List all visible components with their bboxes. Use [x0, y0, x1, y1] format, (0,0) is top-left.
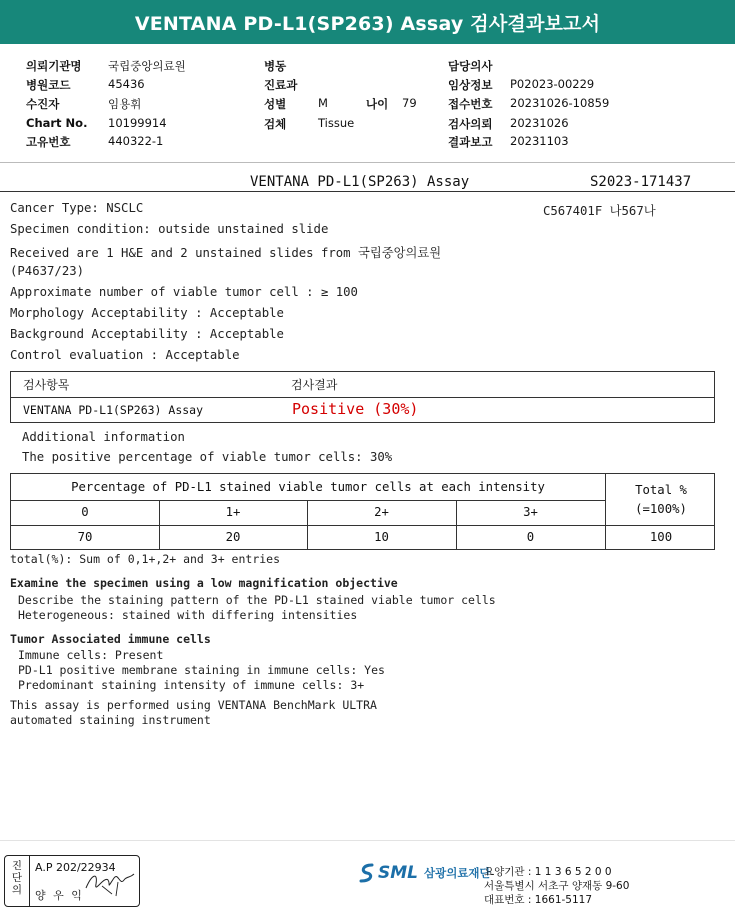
report-line: Approximate number of viable tumor cell : ≥ 100: [10, 285, 358, 299]
report-line: Received are 1 H&E and 2 unstained slides from 국립중앙의료원: [10, 246, 442, 260]
receipt-no-value: 20231026-10859: [510, 96, 610, 110]
facility-address: 서울특별시 서초구 양재동 9-60: [484, 880, 630, 892]
total-value: 100: [649, 530, 673, 544]
examine-title: Examine the specimen using a low magnification objective: [10, 576, 398, 590]
chart-no-value: 10199914: [108, 116, 167, 130]
assay-result: Positive (30%): [292, 400, 419, 418]
sex-value: M: [318, 96, 328, 110]
hospital-code-label: 병원코드: [26, 78, 71, 92]
report-heading-rule: [0, 191, 735, 192]
facility-code: 요양기관 : 1 1 3 6 5 2 0 0: [484, 866, 612, 878]
pathologist-name: 양 우 익: [35, 889, 84, 902]
additional-text: The positive percentage of viable tumor cells: 30%: [22, 450, 393, 464]
age-label: 나이: [366, 97, 389, 111]
intensity-col-1: 1+: [225, 505, 241, 519]
examinee-label: 수진자: [26, 97, 60, 111]
sml-logo: [358, 862, 491, 884]
report-line: Specimen condition: outside unstained slide: [10, 222, 329, 236]
ward-label: 병동: [264, 59, 287, 73]
report-title: VENTANA PD-L1(SP263) Assay 검사결과보고서: [0, 0, 735, 44]
specimen-label: 검체: [264, 117, 287, 131]
request-label: 검사의뢰: [448, 117, 493, 131]
report-date-value: 20231103: [510, 134, 569, 148]
additional-title: Additional information: [22, 430, 185, 444]
intensity-value-1: 20: [225, 530, 241, 544]
sml-swirl-icon: [358, 862, 376, 884]
report-line: Control evaluation : Acceptable: [10, 348, 240, 362]
total-header-2: (=100%): [635, 502, 687, 516]
total-note: total(%): Sum of 0,1+,2+ and 3+ entries: [10, 552, 281, 566]
clinical-info-value: P02023-00229: [510, 77, 595, 91]
immune-line: Immune cells: Present: [18, 648, 164, 662]
header-divider: [0, 162, 735, 163]
intensity-table: [10, 473, 715, 550]
logo-mark: SML: [378, 863, 418, 883]
intensity-header: Percentage of PD-L1 stained viable tumor cells at each intensity: [71, 480, 545, 494]
total-header-1: Total %: [635, 483, 687, 497]
result-box: [10, 371, 715, 423]
receipt-no-label: 접수번호: [448, 97, 493, 111]
assay-item: VENTANA PD-L1(SP263) Assay: [23, 403, 204, 417]
age-value: 79: [402, 96, 417, 110]
examine-line: Heterogeneous: stained with differing intensities: [18, 608, 358, 622]
intensity-value-0: 70: [77, 530, 93, 544]
request-value: 20231026: [510, 116, 569, 130]
block-id: C567401F 나567나: [543, 204, 656, 218]
item-header: 검사항목: [23, 378, 70, 392]
doctor-label: 담당의사: [448, 59, 493, 73]
result-header: 검사결과: [291, 378, 338, 392]
intensity-col-0: 0: [81, 505, 89, 519]
facility-phone: 대표번호 : 1661-5117: [484, 894, 593, 906]
unique-no-value: 440322-1: [108, 134, 164, 148]
signature-icon: [84, 868, 136, 898]
intensity-value-2: 10: [374, 530, 389, 544]
report-line: (P4637/23): [10, 264, 85, 278]
case-number: S2023-171437: [590, 174, 692, 190]
closing-line: automated staining instrument: [10, 713, 211, 727]
intensity-value-3: 0: [526, 530, 535, 544]
institution-label: 의뢰기관명: [26, 59, 82, 73]
intensity-col-2: 2+: [374, 505, 389, 519]
immune-title: Tumor Associated immune cells: [10, 632, 211, 646]
hospital-code-value: 45436: [108, 77, 145, 91]
stamp-label: 진단의: [11, 860, 23, 896]
closing-line: This assay is performed using VENTANA BenchMark ULTRA: [10, 698, 377, 712]
specimen-value: Tissue: [318, 116, 355, 130]
immune-line: Predominant staining intensity of immune cells: 3+: [18, 678, 365, 692]
department-label: 진료과: [264, 78, 298, 92]
intensity-col-3: 3+: [523, 505, 538, 519]
report-line: Cancer Type: NSCLC: [10, 201, 144, 215]
footer-divider: [0, 840, 735, 841]
examinee-value: 임용휘: [108, 97, 142, 111]
unique-no-label: 고유번호: [26, 135, 71, 149]
logo-name: 삼광의료재단: [424, 866, 491, 880]
assay-heading: VENTANA PD-L1(SP263) Assay: [250, 174, 470, 190]
stamp-ap-number: A.P 202/22934: [35, 861, 116, 874]
report-line: Background Acceptability : Acceptable: [10, 327, 284, 341]
chart-no-label: Chart No.: [26, 116, 88, 130]
sex-label: 성별: [264, 97, 287, 111]
institution-value: 국립중앙의료원: [108, 59, 186, 73]
report-date-label: 결과보고: [448, 135, 493, 149]
immune-line: PD-L1 positive membrane staining in immune cells: Yes: [18, 663, 385, 677]
examine-line: Describe the staining pattern of the PD-L1 stained viable tumor cells: [18, 593, 496, 607]
report-line: Morphology Acceptability : Acceptable: [10, 306, 284, 320]
clinical-info-label: 임상정보: [448, 78, 493, 92]
